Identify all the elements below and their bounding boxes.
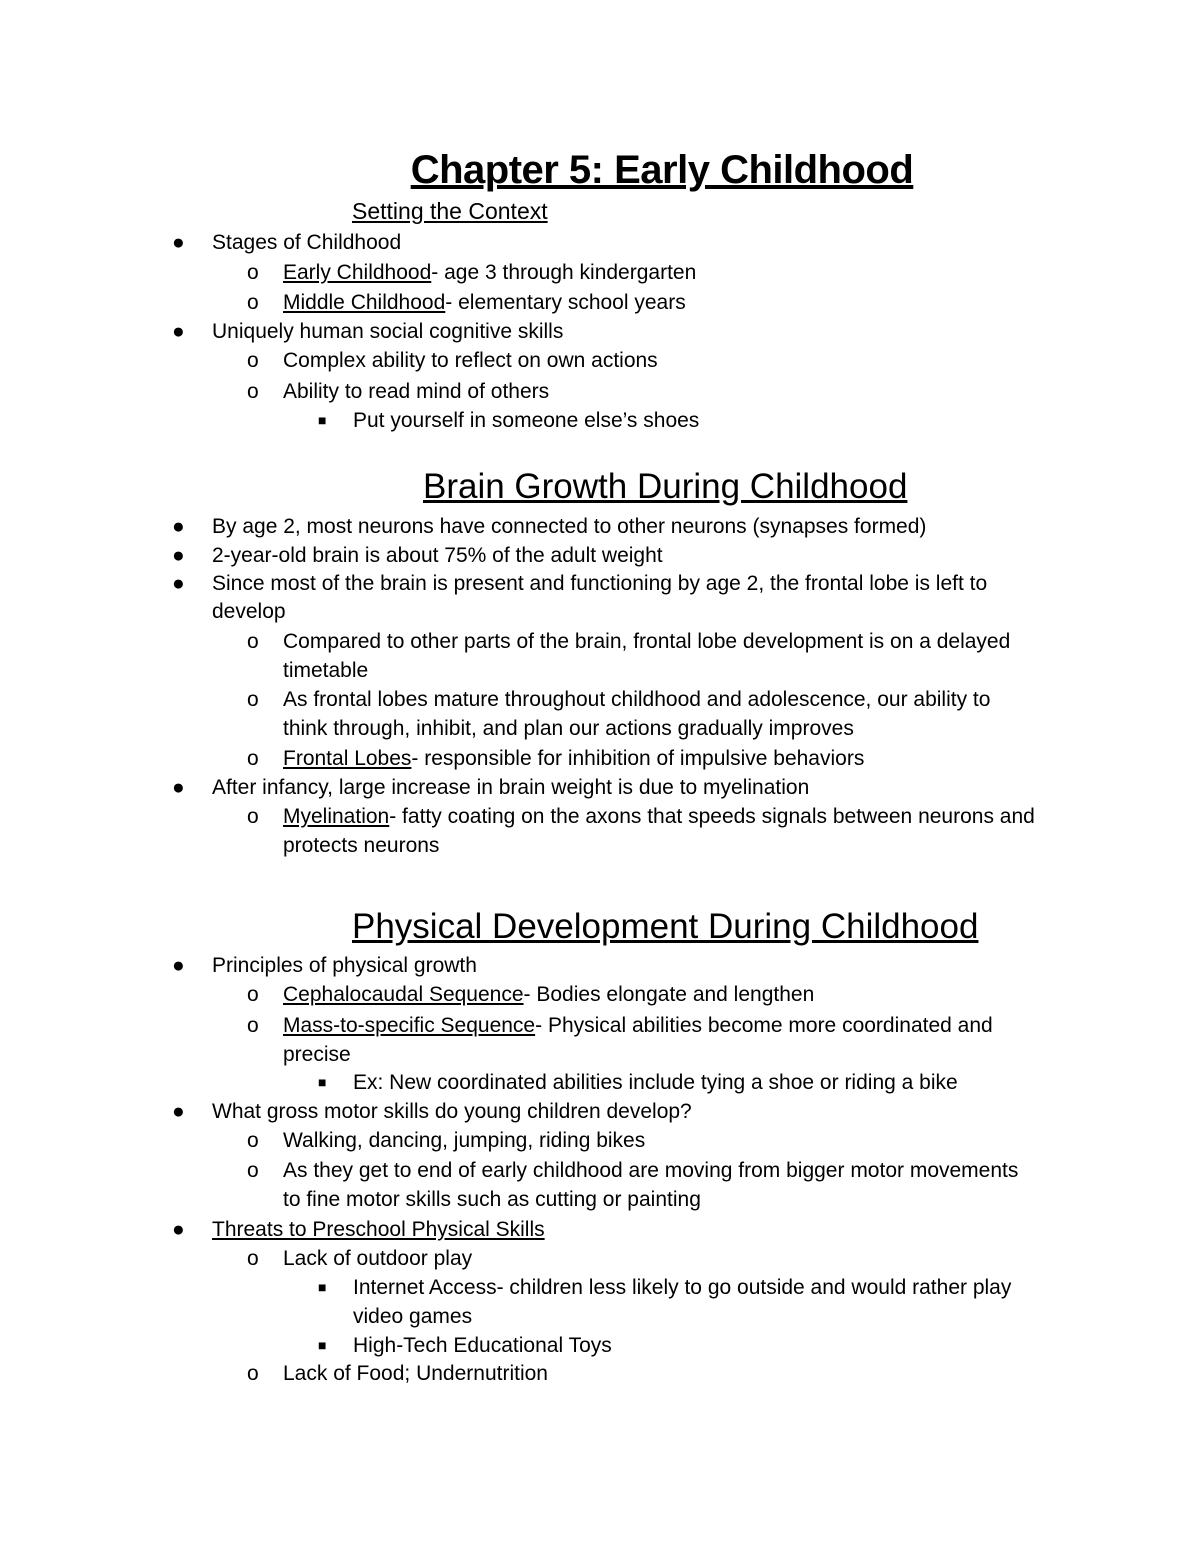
definition: - age 3 through kindergarten [431,261,697,284]
list-item: Ex: New coordinated abilities include tying a shoe or riding a bike [353,1071,958,1094]
list-item [283,258,696,287]
term: Myelination [283,805,390,828]
bullet-icon: ● [172,320,185,343]
term: Frontal Lobes [283,747,412,770]
bullet-icon: ● [172,572,185,595]
circle-bullet-icon: o [247,291,259,314]
list-item: High-Tech Educational Toys [353,1334,612,1357]
section-heading: Brain Growth During Childhood [423,467,908,506]
list-item: Uniquely human social cognitive skills [212,320,564,343]
circle-bullet-icon: o [247,349,259,372]
circle-bullet-icon: o [247,747,259,770]
bullet-icon: ● [172,954,185,977]
section-subtitle: Setting the Context [352,198,548,224]
list-item-continuation: protects neurons [283,834,440,857]
bullet-icon: ● [172,515,185,538]
list-item: What gross motor skills do young children develop? [212,1100,692,1123]
circle-bullet-icon: o [247,1247,259,1270]
list-item-continuation: develop [212,600,286,623]
term: Early Childhood [283,261,432,284]
circle-bullet-icon: o [247,805,259,828]
list-item [283,980,814,1009]
list-item: After infancy, large increase in brain weight is due to myelination [212,776,810,799]
circle-bullet-icon: o [247,1014,259,1037]
list-item-continuation: video games [353,1305,473,1328]
circle-bullet-icon: o [247,380,259,403]
list-item: Since most of the brain is present and functioning by age 2, the frontal lobe is left to [212,572,988,595]
bullet-icon: ● [172,231,185,254]
list-item: 2-year-old brain is about 75% of the adult weight [212,544,663,567]
definition: - responsible for inhibition of impulsive behaviors [411,747,865,770]
circle-bullet-icon: o [247,983,259,1006]
circle-bullet-icon: o [247,630,259,653]
square-bullet-icon: ■ [318,1279,327,1295]
section-heading: Physical Development During Childhood [352,907,979,946]
list-item: Principles of physical growth [212,954,477,977]
term: Mass-to-specific Sequence [283,1014,536,1037]
list-item: Lack of Food; Undernutrition [283,1362,548,1385]
definition: - Bodies elongate and lengthen [523,983,815,1006]
circle-bullet-icon: o [247,688,259,711]
definition: - fatty coating on the axons that speeds signals between neurons and [389,805,1035,828]
circle-bullet-icon: o [247,261,259,284]
bullet-icon: ● [172,544,185,567]
square-bullet-icon: ■ [318,1337,327,1353]
circle-bullet-icon: o [247,1362,259,1385]
circle-bullet-icon: o [247,1129,259,1152]
list-item-term: Threats to Preschool Physical Skills [212,1218,545,1241]
list-item-continuation: think through, inhibit, and plan our actions gradually improves [283,717,854,740]
list-item: Complex ability to reflect on own actions [283,349,658,372]
list-item [283,744,864,773]
bullet-icon: ● [172,776,185,799]
list-item [283,1011,993,1040]
term: Cephalocaudal Sequence [283,983,524,1006]
list-item: Internet Access- children less likely to go outside and would rather play [353,1276,1012,1299]
bullet-icon: ● [172,1218,185,1241]
definition: - Physical abilities become more coordinated and [535,1014,993,1037]
list-item: Walking, dancing, jumping, riding bikes [283,1129,646,1152]
list-item [283,288,686,317]
list-item: By age 2, most neurons have connected to other neurons (synapses formed) [212,515,927,538]
list-item: As frontal lobes mature throughout childhood and adolescence, our ability to [283,688,991,711]
definition: - elementary school years [445,291,686,314]
list-item-continuation: precise [283,1043,351,1066]
list-item: Lack of outdoor play [283,1247,473,1270]
list-item [283,802,1035,831]
list-item: As they get to end of early childhood are moving from bigger motor movements [283,1159,1019,1182]
square-bullet-icon: ■ [318,1074,327,1090]
square-bullet-icon: ■ [318,412,327,428]
list-item-continuation: timetable [283,659,369,682]
list-item: Put yourself in someone else’s shoes [353,409,700,432]
bullet-icon: ● [172,1100,185,1123]
list-item: Ability to read mind of others [283,380,550,403]
list-item: Stages of Childhood [212,231,402,254]
term: Middle Childhood [283,291,446,314]
circle-bullet-icon: o [247,1159,259,1182]
page-title: Chapter 5: Early Childhood [410,148,914,192]
list-item-continuation: to fine motor skills such as cutting or painting [283,1188,701,1211]
list-item: Compared to other parts of the brain, frontal lobe development is on a delayed [283,630,1011,653]
